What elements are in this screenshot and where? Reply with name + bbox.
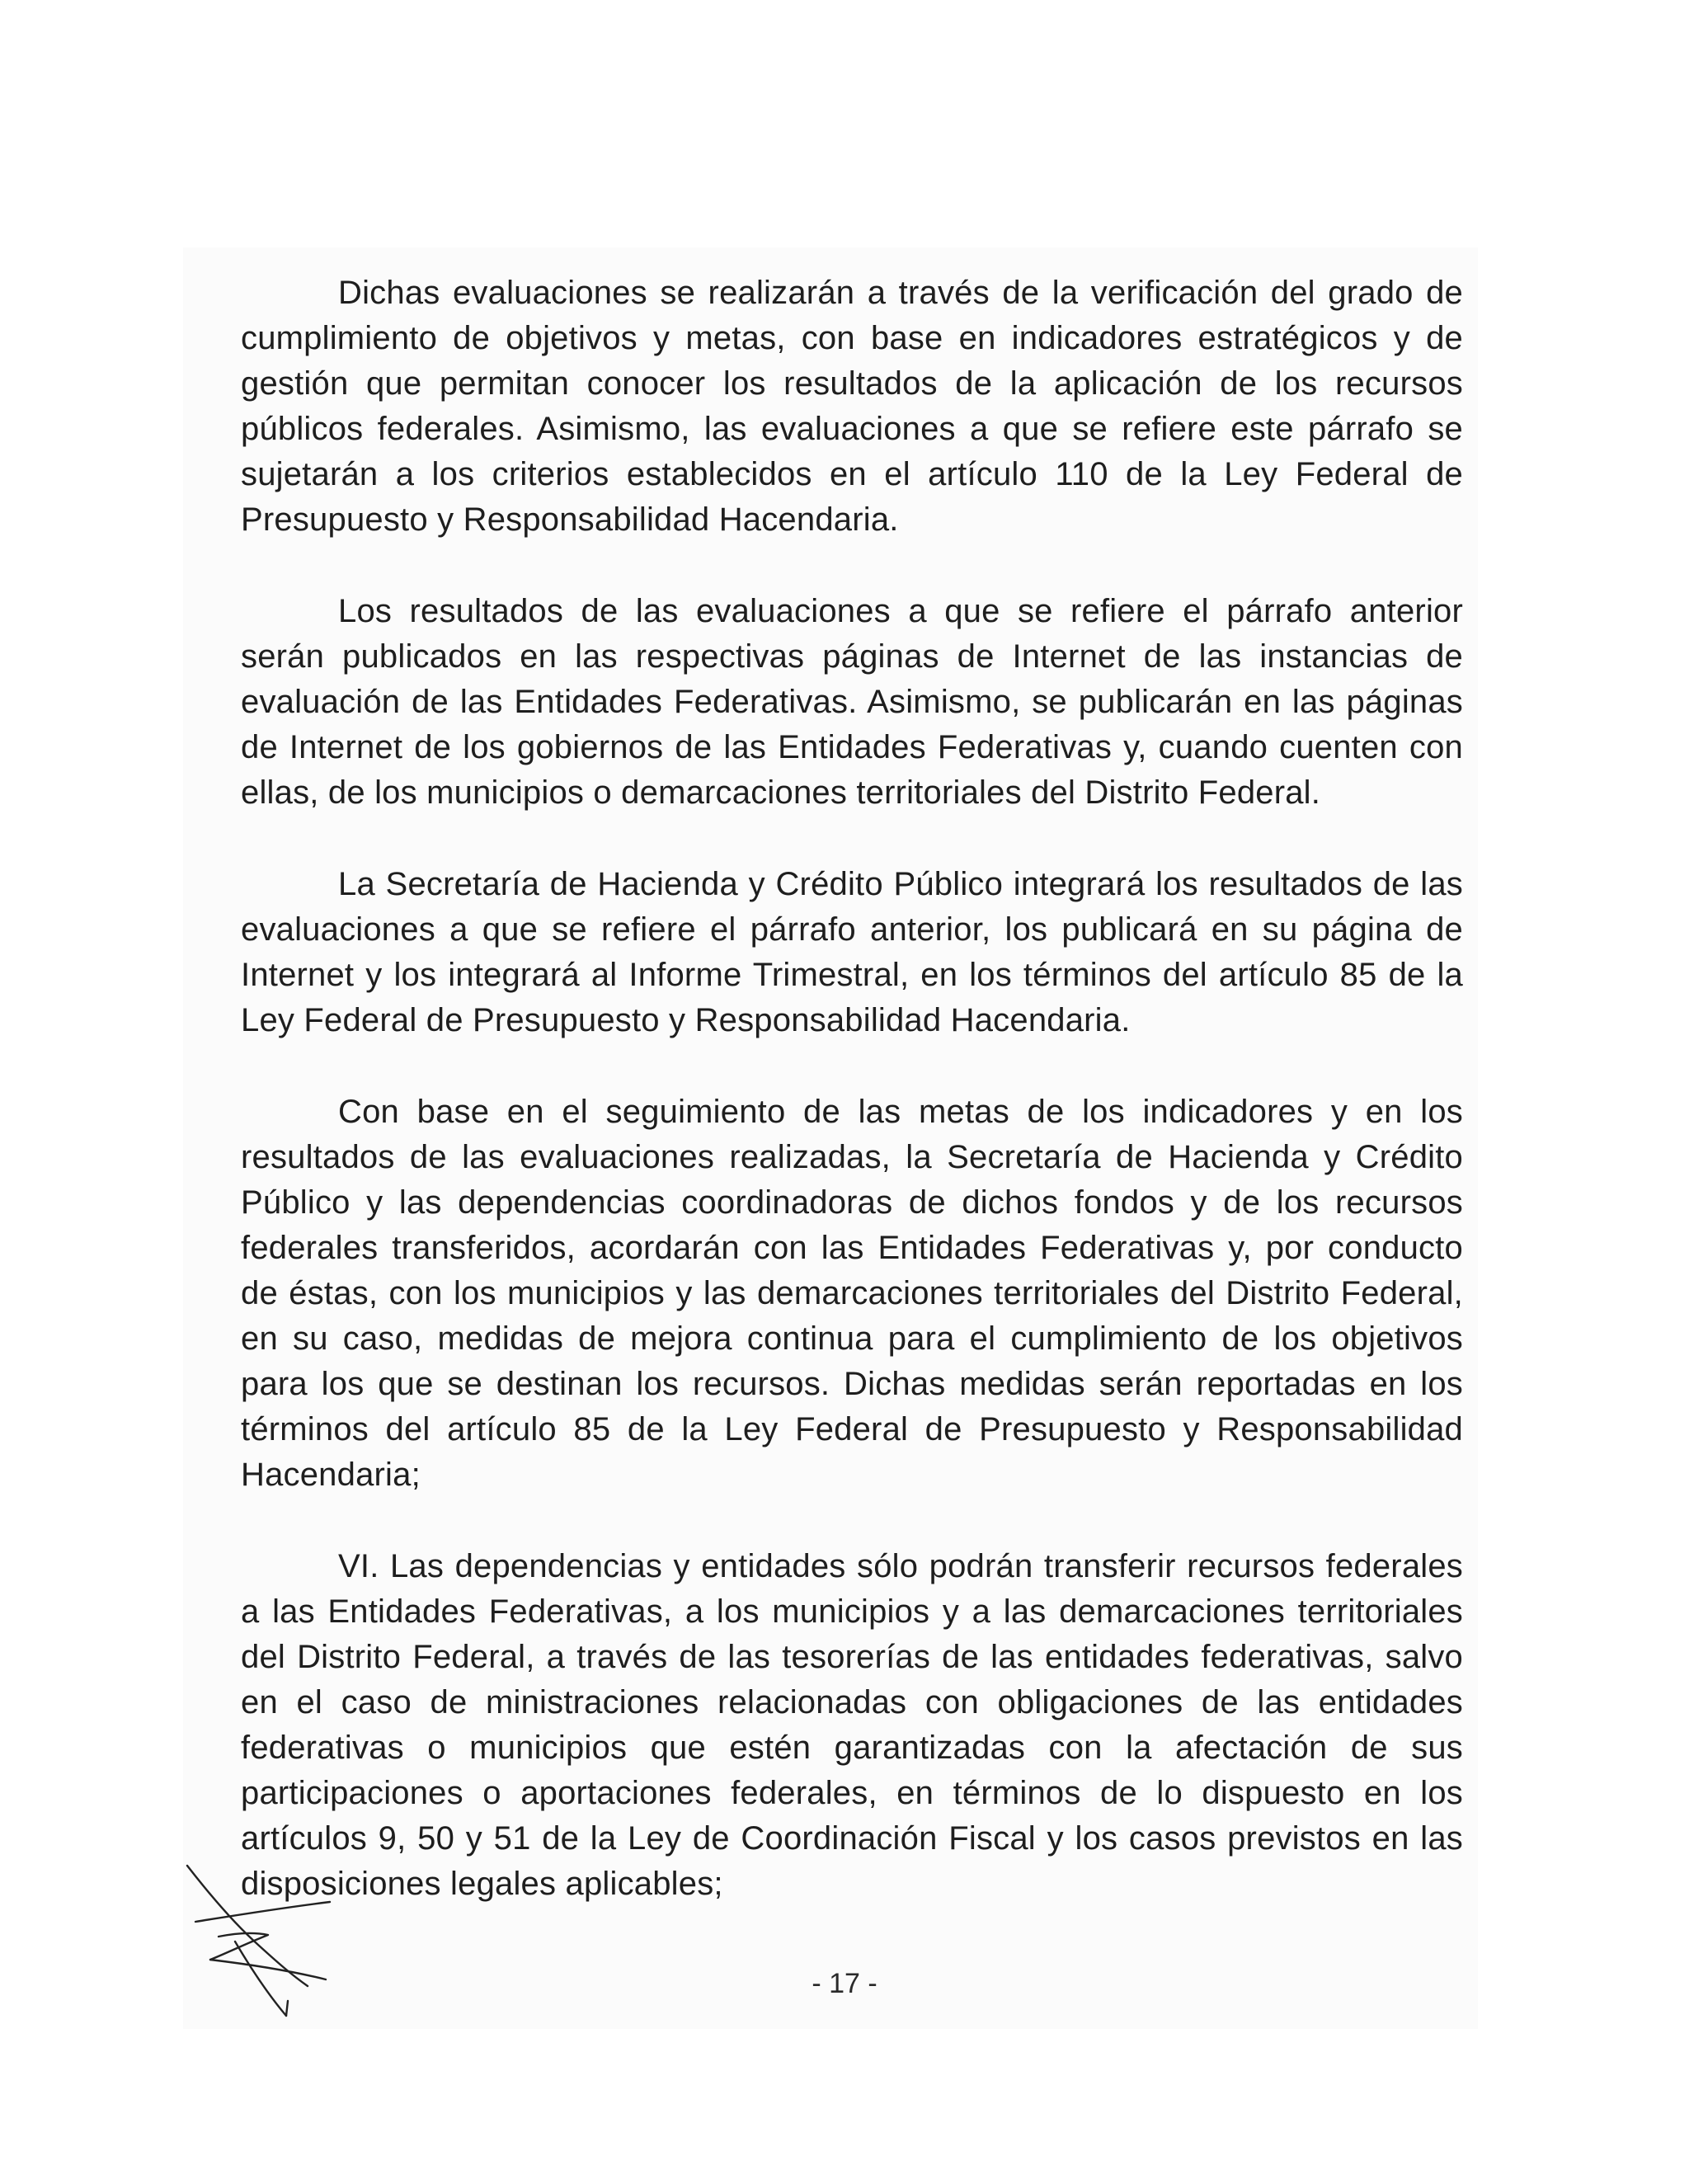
paragraph-seguimiento: Con base en el seguimiento de las metas de los indicadores y en los resultados de las evaluaciones realizadas, la Secretaría de Hacienda y Crédito Público y las dependencias coordinadoras de dichos fondos y de los recursos federales transferidos, acordarán con las Entidades Federativas y, por conducto de éstas, con los municipios y las demarcaciones territoriales del Distrito Federal, en su caso, medidas de mejora continua para el cumplimiento de los objetivos para los que se destinan los recursos. Dichas medidas serán reportadas en los términos del artículo 85 de la Ley Federal de Presupuesto y Responsabilidad Hacendaria; [241, 1094, 1463, 1493]
paragraph-fraccion-vi: VI. Las dependencias y entidades sólo podrán transferir recursos federales a las Entidades Federativas, a los municipios y a las demarcaciones territoriales del Distrito Federal, a través de las tesorerías de las entidades federativas, salvo en el caso de ministraciones relacionadas con obligaciones de las entidades federativas o municipios que estén garantizadas con la afectación de sus participaciones o aportaciones federales, en términos de lo dispuesto en los artículos 9, 50 y 51 de la Ley de Coordinación Fiscal y los casos previstos en las disposiciones legales aplicables; [241, 1548, 1463, 1902]
paragraph-resultados: Los resultados de las evaluaciones a que se refiere el párrafo anterior serán publicados en las respectivas páginas de Internet de las instancias de evaluación de las Entidades Federativas. Asimismo, se publicarán en las páginas de Internet de los gobiernos de las Entidades Federativas y, cuando cuenten con ellas, de los municipios o demarcaciones territoriales del Distrito Federal. [241, 593, 1463, 811]
document-body [241, 271, 1463, 1953]
page-number: - 17 - [812, 1968, 877, 1999]
paragraph-secretaria: La Secretaría de Hacienda y Crédito Público integrará los resultados de las evaluaciones a que se refiere el párrafo anterior, los publicará en su página de Internet y los integrará al Informe Trimestral, en los términos del artículo 85 de la Ley Federal de Presupuesto y Responsabilidad Hacendaria. [241, 866, 1463, 1038]
paragraph-evaluaciones: Dichas evaluaciones se realizarán a través de la verificación del grado de cumplimiento de objetivos y metas, con base en indicadores estratégicos y de gestión que permitan conocer los resultados de la aplicación de los recursos públicos federales. Asimismo, las evaluaciones a que se refiere este párrafo se sujetarán a los criterios establecidos en el artículo 110 de la Ley Federal de Presupuesto y Responsabilidad Hacendaria. [241, 275, 1463, 538]
